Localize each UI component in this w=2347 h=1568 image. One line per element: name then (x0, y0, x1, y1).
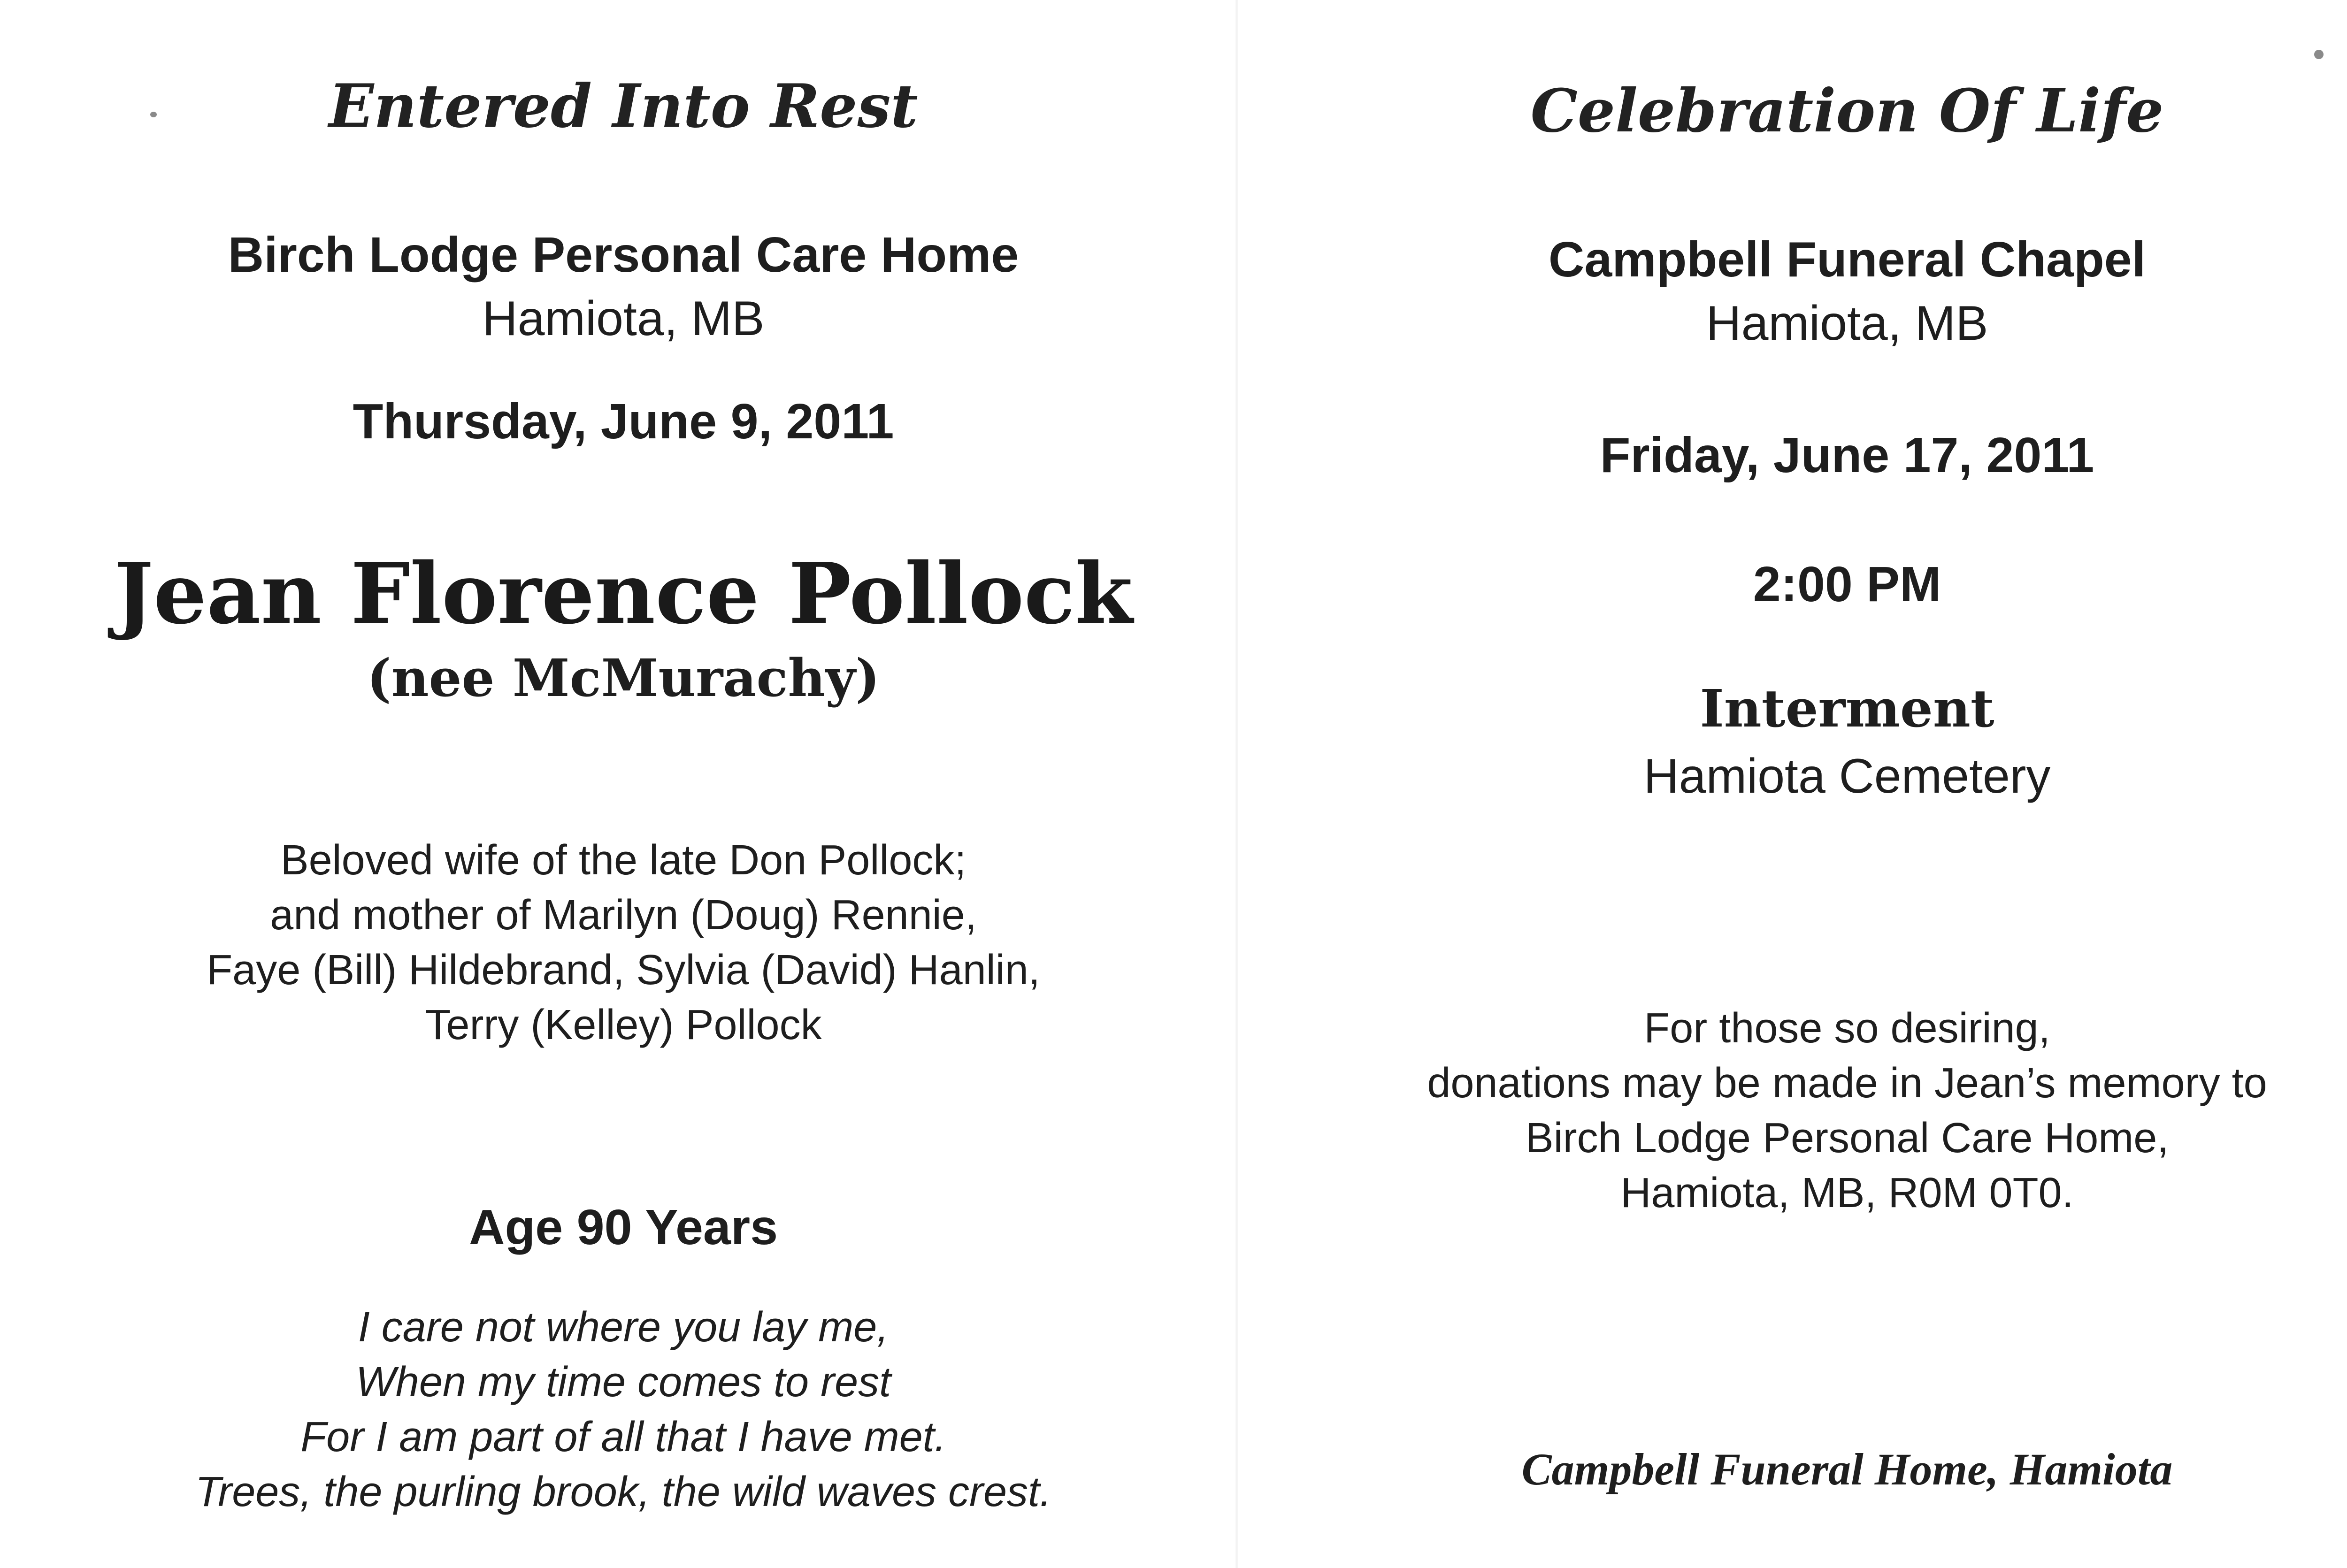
interment-place: Hamiota Cemetery (1643, 749, 2051, 803)
place-of-death-name: Birch Lodge Personal Care Home (228, 227, 1019, 283)
poem-line: When my time comes to rest (355, 1359, 891, 1406)
interment-label: Interment (1700, 678, 1994, 739)
family-paragraph (207, 833, 1040, 1053)
entered-into-rest-heading: Entered Into Rest (329, 71, 918, 141)
family-line: Terry (Kelley) Pollock (425, 1002, 822, 1048)
date-of-death: Thursday, June 9, 2011 (353, 394, 894, 449)
poem-line: I care not where you lay me, (358, 1304, 889, 1351)
poem-line: For I am part of all that I have met. (300, 1414, 946, 1461)
family-line: and mother of Marilyn (Doug) Rennie, (270, 892, 977, 939)
poem-line: Trees, the purling brook, the wild waves crest. (195, 1469, 1052, 1515)
service-venue-city: Hamiota, MB (1706, 296, 1988, 351)
deceased-name: Jean Florence Pollock (114, 544, 1133, 642)
scan-speck (150, 112, 157, 117)
service-venue-name: Campbell Funeral Chapel (1548, 232, 2146, 287)
family-line: Faye (Bill) Hildebrand, Sylvia (David) Hanlin, (207, 947, 1040, 994)
age: Age 90 Years (468, 1200, 778, 1255)
card-fold-line (1235, 0, 1238, 1568)
service-date: Friday, June 17, 2011 (1600, 428, 2094, 483)
scan-speck (2314, 50, 2324, 59)
poem (195, 1300, 1051, 1520)
family-line: Beloved wife of the late Don Pollock; (280, 837, 966, 884)
celebration-of-life-heading: Celebration Of Life (1530, 76, 2164, 145)
funeral-home-signature: Campbell Funeral Home, Hamiota (1521, 1444, 2173, 1494)
donation-paragraph (1427, 1001, 2267, 1221)
donation-line: Birch Lodge Personal Care Home, (1525, 1115, 2169, 1162)
donation-line: donations may be made in Jean’s memory to (1427, 1060, 2267, 1107)
service-time: 2:00 PM (1753, 557, 1941, 612)
donation-line: Hamiota, MB, R0M 0T0. (1620, 1170, 2074, 1216)
place-of-death-city: Hamiota, MB (482, 291, 765, 346)
donation-line: For those so desiring, (1644, 1005, 2050, 1052)
maiden-name: (nee McMurachy) (367, 648, 880, 708)
